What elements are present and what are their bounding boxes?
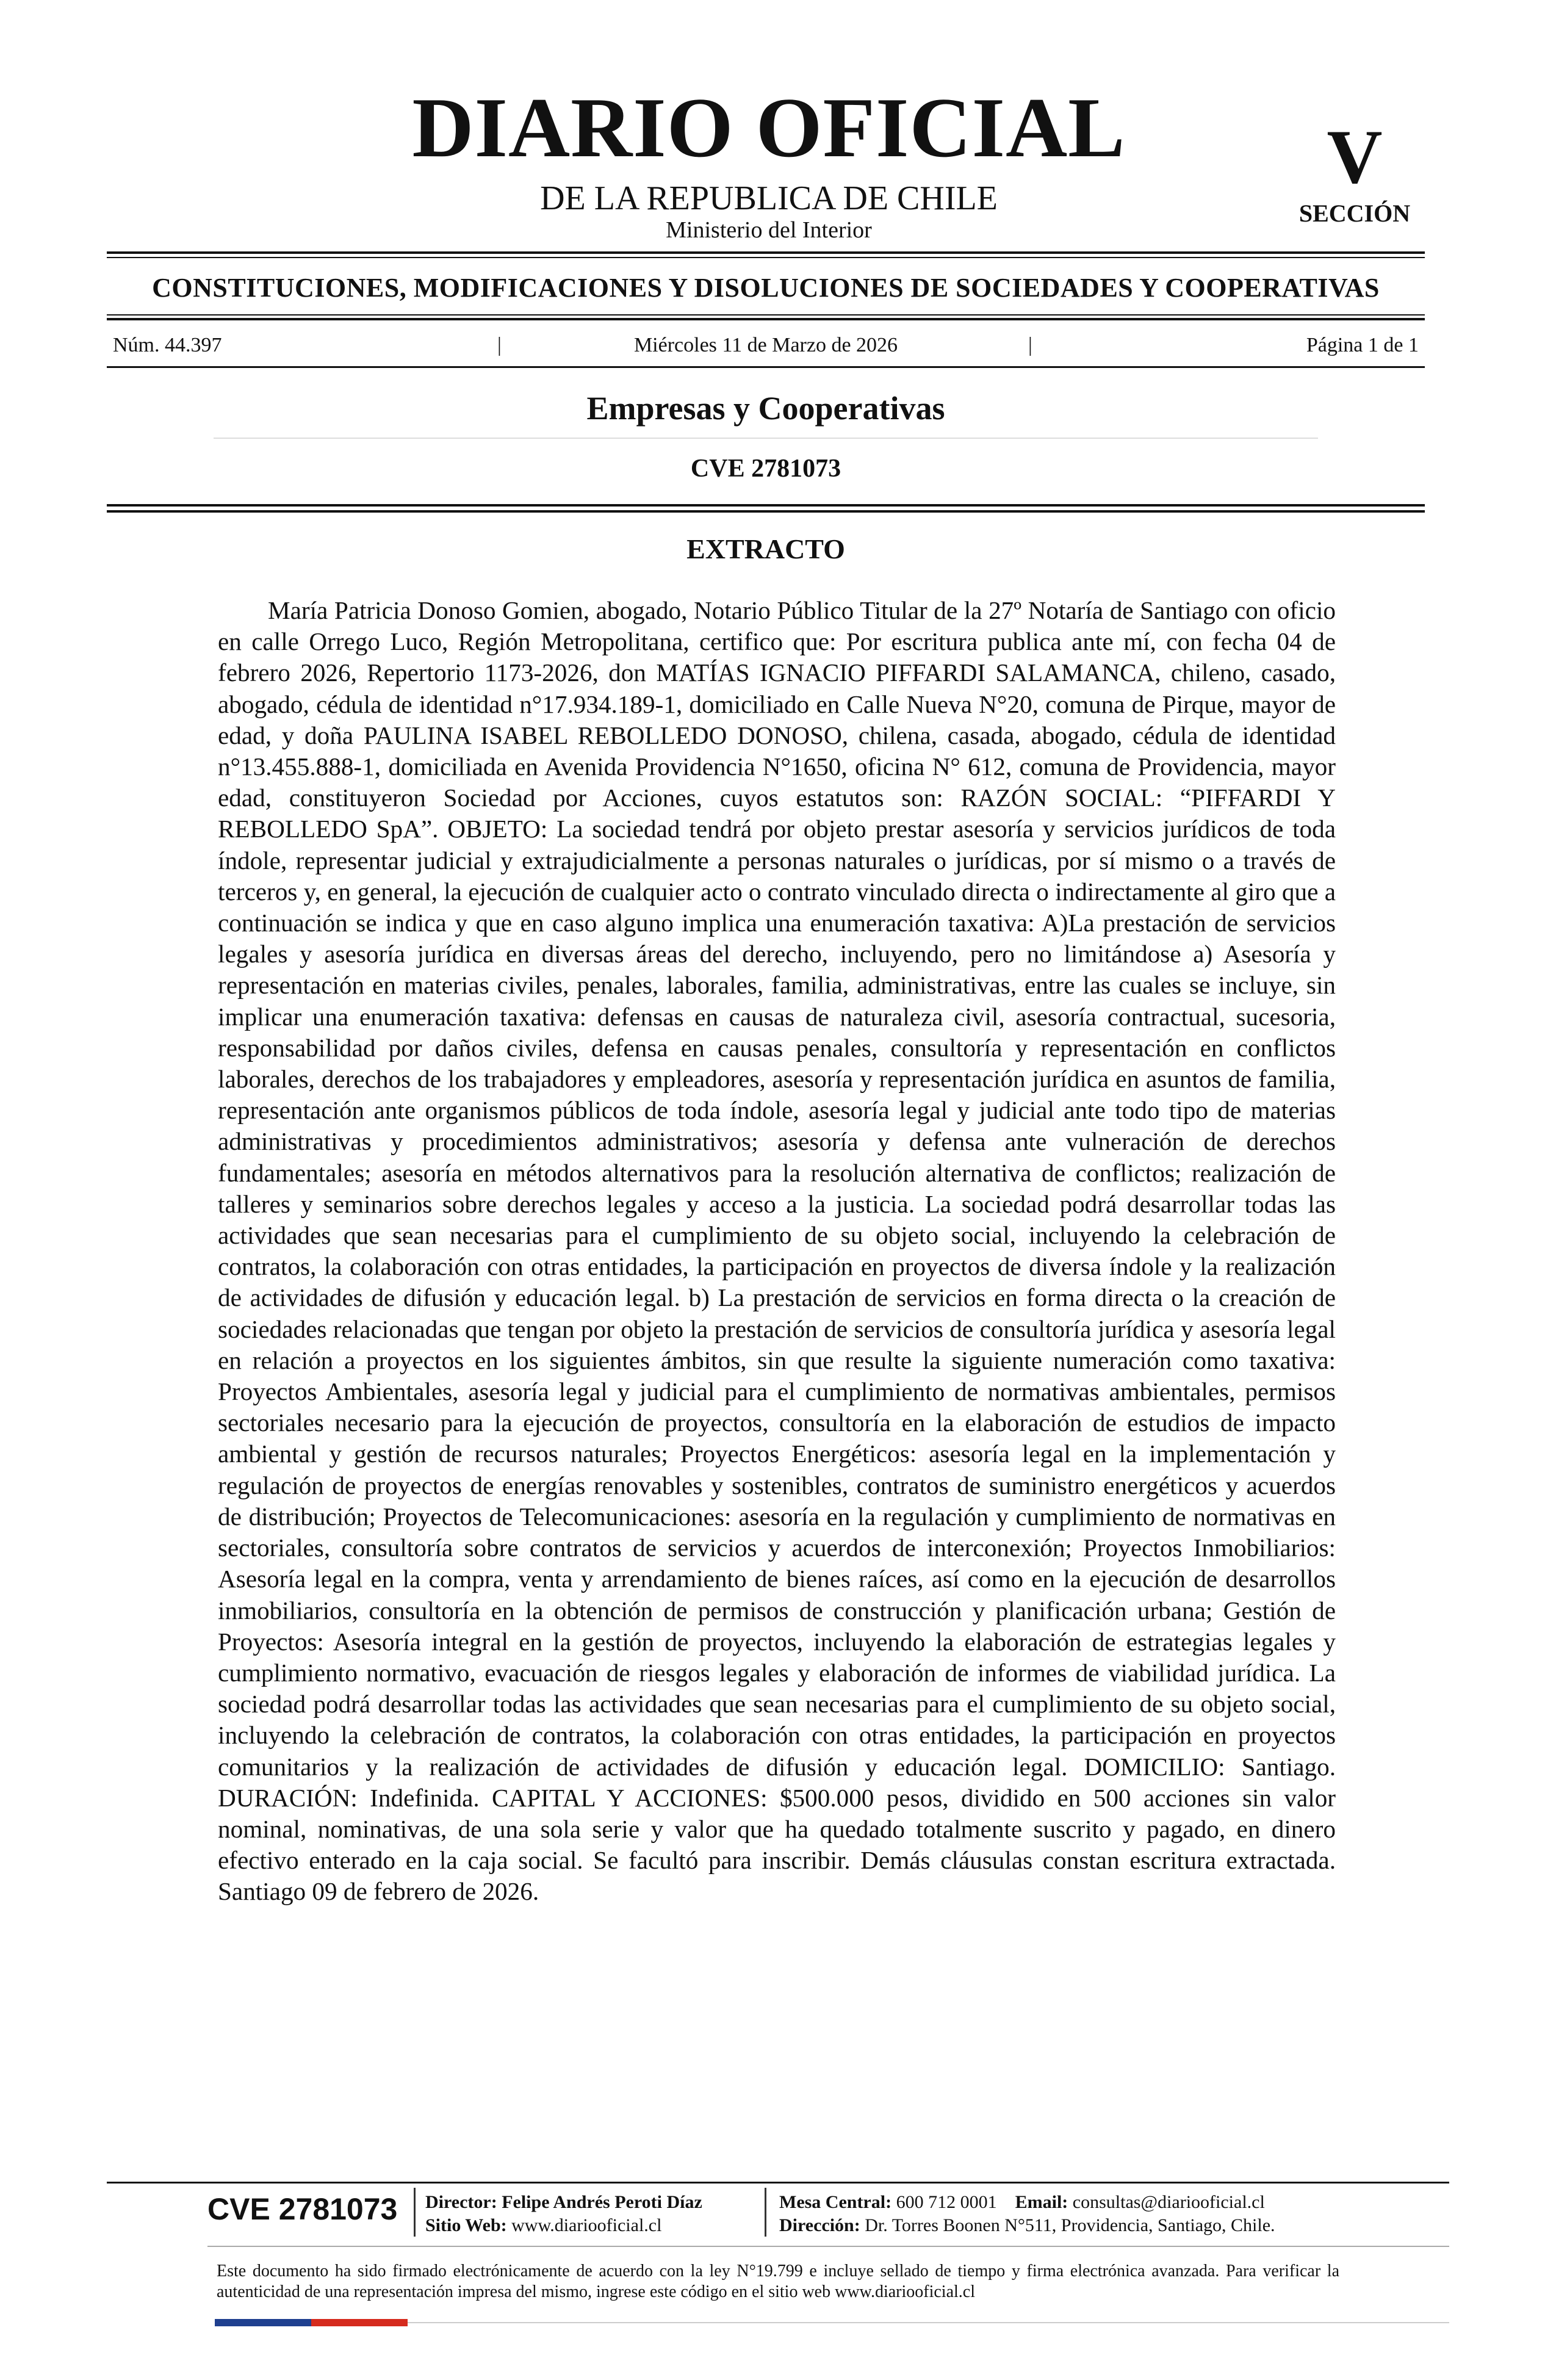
rule-mid-1 [107,314,1425,316]
director-label: Director: [425,2192,497,2212]
masthead-ministry: Ministerio del Interior [666,217,872,243]
section-word: SECCIÓN [1298,200,1411,227]
footer-rule-top [107,2182,1449,2183]
website-label: Sitio Web: [425,2215,507,2235]
email-label: Email: [1015,2192,1068,2212]
category-divider [214,438,1318,439]
director-name: Felipe Andrés Peroti Díaz [502,2192,702,2212]
category-title: Empresas y Cooperativas [586,390,945,427]
flag-stripe-blue [215,2319,311,2326]
rule-top-2 [107,257,1425,258]
footer-director-block [425,2191,702,2237]
mesa-phone: 600 712 0001 [896,2192,997,2212]
footer-rule-bottom [207,2246,1449,2247]
info-separator-2: | [1028,334,1032,356]
footer-separator-2 [765,2188,766,2237]
section-title: CONSTITUCIONES, MODIFICACIONES Y DISOLUCIONES DE SOCIEDADES Y COOPERATIVAS [152,273,1380,303]
masthead-subtitle: DE LA REPUBLICA DE CHILE [540,179,998,217]
cve-code: CVE 2781073 [690,455,841,483]
rule-mid-2 [107,318,1425,320]
extract-body: María Patricia Donoso Gomien, abogado, Notario Público Titular de la 27º Notaría de Santiago con oficio en calle Orrego Luco, Región Metropolitana, certifico que: Por escritura publica ante mí, con fecha 04 de febrero 2026, Repertorio 1173-2026, don MATÍAS IGNACIO PIFFARDI SALAMANCA, chileno, casado, abogado, cédula de identidad n°17.934.189-1, domiciliado en Calle Nueva N°20, comuna de Pirque, mayor de edad, y doña PAULINA ISABEL REBOLLEDO DONOSO, chilena, casada, abogado, cédula de identidad n°13.455.888-1, domiciliada en Avenida Providencia N°1650, oficina N° 612, comuna de Providencia, mayor edad, constituyeron Sociedad por Acciones, cuyos estatutos son: RAZÓN SOCIAL: “PIFFARDI Y REBOLLEDO SpA”. OBJETO: La sociedad tendrá por objeto prestar asesoría y servicios jurídicos de toda índole, representar judicial y extrajudicialmente a personas naturales o jurídicas, por sí mismo o a través de terceros y, en general, la ejecución de cualquier acto o contrato vinculado directa o indirectamente al giro que a continuación se indica y que en caso alguno implica una enumeración taxativa: A)La prestación de servicios legales y asesoría jurídica en diversas áreas del derecho, incluyendo, pero no limitándose a) Asesoría y representación en materias civiles, penales, laborales, familia, administrativas, entre las cuales se incluye, sin implicar una enumeración taxativa: defensas en causas de naturaleza civil, asesoría contractual, sucesoria, responsabilidad por daños civiles, defensa en causas penales, consultoría y representación en conflictos laborales, derechos de los trabajadores y empleadores, asesoría y representación jurídica en asuntos de familia, representación ante organismos públicos de toda índole, asesoría legal y judicial ante todo tipo de materias administrativas y procedimientos administrativos; asesoría y defensa ante vulneración de derechos fundamentales; asesoría en métodos alternativos para la resolución alternativa de conflictos; realización de talleres y seminarios sobre derechos legales y acceso a la justicia. La sociedad podrá desarrollar todas las actividades que sean necesarias para el cumplimiento de su objeto social, incluyendo la celebración de contratos, la colaboración con otras entidades, la participación en proyectos de diversa índole y la realización de actividades de difusión y educación legal. b) La prestación de servicios en forma directa o la creación de sociedades relacionadas que tengan por objeto la prestación de servicios de consultoría jurídica y asesoría legal en relación a proyectos en los siguientes ámbitos, sin que resulte la siguiente numeración como taxativa: Proyectos Ambientales, asesoría legal y judicial para el cumplimiento de normativas ambientales, permisos sectoriales necesario para la ejecución de proyectos, consultoría en la elaboración de estudios de impacto ambiental y gestión de recursos naturales; Proyectos Energéticos: asesoría legal en la implementación y regulación de proyectos de energías renovables y sostenibles, contratos de suministro energéticos y acuerdos de distribución; Proyectos de Telecomunicaciones: asesoría en la regulación y cumplimiento de normativas en sectoriales, consultoría sobre contratos de servicios y acuerdos de interconexión; Proyectos Inmobiliarios: Asesoría legal en la compra, venta y arrendamiento de bienes raíces, así como en la ejecución de desarrollos inmobiliarios, consultoría en la obtención de permisos de construcción y planificación urbana; Gestión de Proyectos: Asesoría integral en la gestión de proyectos, incluyendo la elaboración de estrategias legales y cumplimiento normativo, evacuación de riesgos legales y elaboración de informes de viabilidad jurídica. La sociedad podrá desarrollar todas las actividades que sean necesarias para el cumplimiento de su objeto social, incluyendo la celebración de contratos, la colaboración con otras entidades, la participación en proyectos comunitarios y la realización de actividades de difusión y educación legal. DOMICILIO: Santiago. DURACIÓN: Indefinida. CAPITAL Y ACCIONES: $500.000 pesos, dividido en 500 acciones sin valor nominal, nominativas, de una sola serie y valor que ha quedado totalmente suscrito y pagado, en dinero efectivo enterado en la caja social. Se facultó para inscribir. Demás cláusulas constan escritura extractada. Santiago 09 de febrero de 2026. [218,596,1336,1906]
footer-cve-code: CVE 2781073 [207,2192,398,2226]
info-separator-1: | [497,334,502,356]
address-label: Dirección: [779,2215,860,2235]
rule-top-1 [107,251,1425,254]
section-letter: V [1327,115,1383,200]
website-link[interactable]: www.diariooficial.cl [511,2215,662,2235]
rule-cve-2 [107,510,1425,513]
page-indicator: Página 1 de 1 [1306,334,1419,356]
document-heading: EXTRACTO [686,533,845,564]
legal-note: Este documento ha sido firmado electrónicamente de acuerdo con la ley N°19.799 e incluye sellado de tiempo y firma electrónica avanzada. Para verificar la autenticidad de una representación impresa del mismo, ingrese este código en el sitio web www.diariooficial.cl [217,2262,1339,2301]
rule-info-bottom [107,366,1425,368]
mesa-label: Mesa Central: [779,2192,892,2212]
masthead-title: DIARIO OFICIAL [412,81,1126,175]
rule-cve-1 [107,504,1425,507]
footer-contact-block [779,2191,1275,2237]
address-value: Dr. Torres Boonen N°511, Providencia, Santiago, Chile. [865,2215,1275,2235]
flag-baseline [408,2322,1449,2323]
footer-separator-1 [414,2188,416,2237]
email-link[interactable]: consultas@diariooficial.cl [1072,2192,1265,2212]
issue-date: Miércoles 11 de Marzo de 2026 [633,334,898,356]
flag-stripe-red [311,2319,408,2326]
issue-number: Núm. 44.397 [113,334,222,356]
